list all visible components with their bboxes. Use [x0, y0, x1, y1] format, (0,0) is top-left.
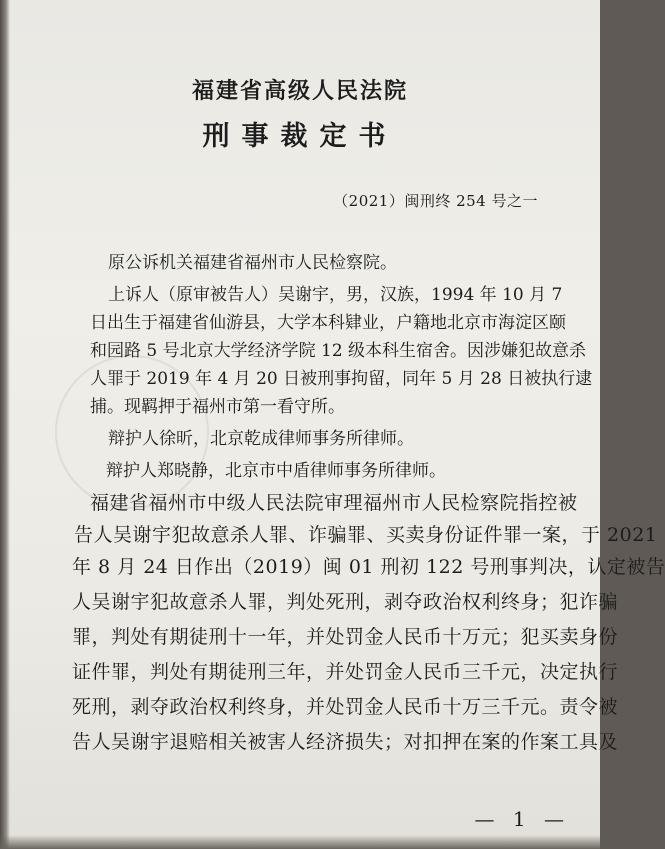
appellant-line-1: 上诉人（原审被告人）吴谢宇，男，汉族，1994 年 10 月 7: [108, 285, 563, 305]
prosecutor-line: 原公诉机关福建省福州市人民检察院。: [108, 253, 397, 273]
judgment-line-4: 人吴谢宇犯故意杀人罪，判处死刑，剥夺政治权利终身；犯诈骗: [72, 591, 619, 613]
judgment-line-2: 告人吴谢宇犯故意杀人罪、诈骗罪、买卖身份证件罪一案，于 2021: [74, 524, 658, 546]
page-number: — 1 —: [474, 807, 570, 831]
judgment-line-1: 福建省福州市中级人民法院审理福州市人民检察院指控被: [90, 492, 578, 514]
judgment-line-5: 罪，判处有期徒刑十一年，并处罚金人民币十万元；犯买卖身份: [72, 626, 619, 648]
appellant-line-2: 日出生于福建省仙游县，大学本科肄业，户籍地北京市海淀区颐: [90, 313, 566, 333]
defender-line-2: 辩护人郑晓静，北京市中盾律师事务所律师。: [106, 461, 446, 481]
page-bottom-shadow: [0, 835, 600, 849]
document-title: 刑事裁定书: [202, 121, 398, 152]
defender-line-1: 辩护人徐昕，北京乾成律师事务所律师。: [108, 429, 414, 449]
case-number: （2021）闽刑终 254 号之一: [333, 192, 538, 210]
judgment-line-8: 告人吴谢宇退赔相关被害人经济损失；对扣押在案的作案工具及: [72, 731, 619, 753]
judgment-line-3: 年 8 月 24 日作出（2019）闽 01 刑初 122 号刑事判决，认定被告: [72, 556, 665, 578]
appellant-line-3: 和园路 5 号北京大学经济学院 12 级本科生宿舍。因涉嫌犯故意杀: [90, 341, 587, 361]
appellant-line-5: 捕。现羁押于福州市第一看守所。: [90, 397, 345, 417]
appellant-line-4: 人罪于 2019 年 4 月 20 日被刑事拘留，同年 5 月 28 日被执行逮: [90, 369, 593, 389]
judgment-line-6: 证件罪，判处有期徒刑三年，并处罚金人民币三千元，决定执行: [72, 661, 619, 683]
court-name: 福建省高级人民法院: [191, 78, 408, 104]
judgment-line-7: 死刑，剥夺政治权利终身，并处罚金人民币十万三千元。责令被: [72, 696, 619, 718]
